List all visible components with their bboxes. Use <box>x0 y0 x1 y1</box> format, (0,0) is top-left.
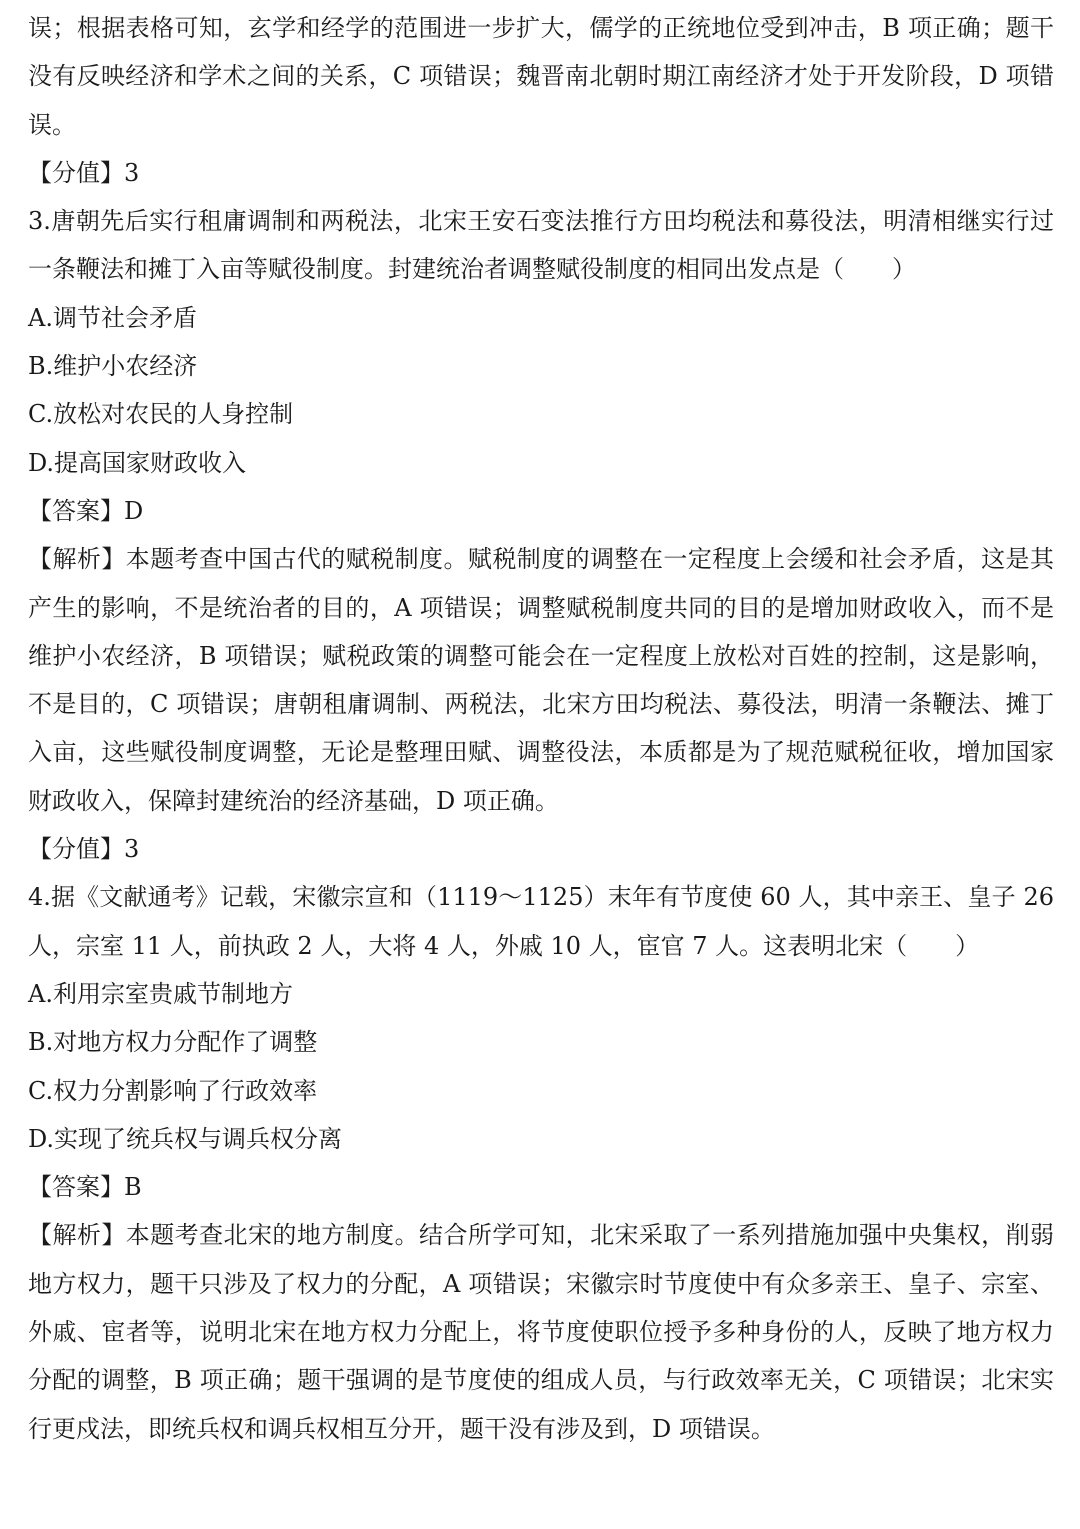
question-4-option-b: B.对地方权力分配作了调整 <box>28 1028 318 1057</box>
explanation-q3: 【解析】本题考查中国古代的赋税制度。赋税制度的调整在一定程度上会缓和社会矛盾，这是其产生的影响，不是统治者的目的，A 项错误；调整赋税制度共同的目的是增加财政收入，而不是维护小农经济，B 项错误；赋税政策的调整可能会在一定程度上放松对百姓的控制，这是影响，不是目的，C 项错误；唐朝租庸调制、两税法，北宋方田均税法、募役法，明清一条鞭法、摊丁入亩，这些赋役制度调整，无论是整理田赋、调整役法，本质都是为了规范赋税征收，增加国家财政收入，保障封建统治的经济基础，D 项正确。 <box>28 545 1054 815</box>
question-4-option-a: A.利用宗室贵戚节制地方 <box>28 979 293 1008</box>
question-3-stem: 3.唐朝先后实行租庸调制和两税法，北宋王安石变法推行方田均税法和募役法，明清相继实行过一条鞭法和摊丁入亩等赋役制度。封建统治者调整赋役制度的相同出发点是（ ） <box>28 207 1054 284</box>
score-q2: 【分值】3 <box>28 158 140 187</box>
answer-q4: 【答案】B <box>28 1173 142 1202</box>
score-q3: 【分值】3 <box>28 835 140 864</box>
explanation-q4: 【解析】本题考查北宋的地方制度。结合所学可知，北宋采取了一系列措施加强中央集权，削弱地方权力，题干只涉及了权力的分配，A 项错误；宋徽宗时节度使中有众多亲王、皇子、宗室、外戚、宦者等，说明北宋在地方权力分配上，将节度使职位授予多种身份的人，反映了地方权力分配的调整，B 项正确；题干强调的是节度使的组成人员，与行政效率无关，C 项错误；北宋实行更戍法，即统兵权和调兵权相互分开，题干没有涉及到，D 项错误。 <box>28 1221 1054 1443</box>
question-4-option-c: C.权力分割影响了行政效率 <box>28 1076 318 1105</box>
explanation-continuation: 误；根据表格可知，玄学和经学的范围进一步扩大，儒学的正统地位受到冲击，B 项正确；题干没有反映经济和学术之间的关系，C 项错误；魏晋南北朝时期江南经济才处于开发阶段，D 项错误。 <box>28 14 1054 139</box>
question-3-option-d: D.提高国家财政收入 <box>28 448 247 477</box>
question-4-stem: 4.据《文献通考》记载，宋徽宗宣和（1119～1125）末年有节度使 60 人，其中亲王、皇子 26 人，宗室 11 人，前执政 2 人，大将 4 人，外戚 10 人，宦官 7 人。这表明北宋（ ） <box>28 883 1054 960</box>
question-3-option-c: C.放松对农民的人身控制 <box>28 400 294 429</box>
answer-q3: 【答案】D <box>28 496 144 525</box>
question-3-option-a: A.调节社会矛盾 <box>28 303 197 332</box>
question-4-option-d: D.实现了统兵权与调兵权分离 <box>28 1124 343 1153</box>
question-3-option-b: B.维护小农经济 <box>28 352 198 381</box>
